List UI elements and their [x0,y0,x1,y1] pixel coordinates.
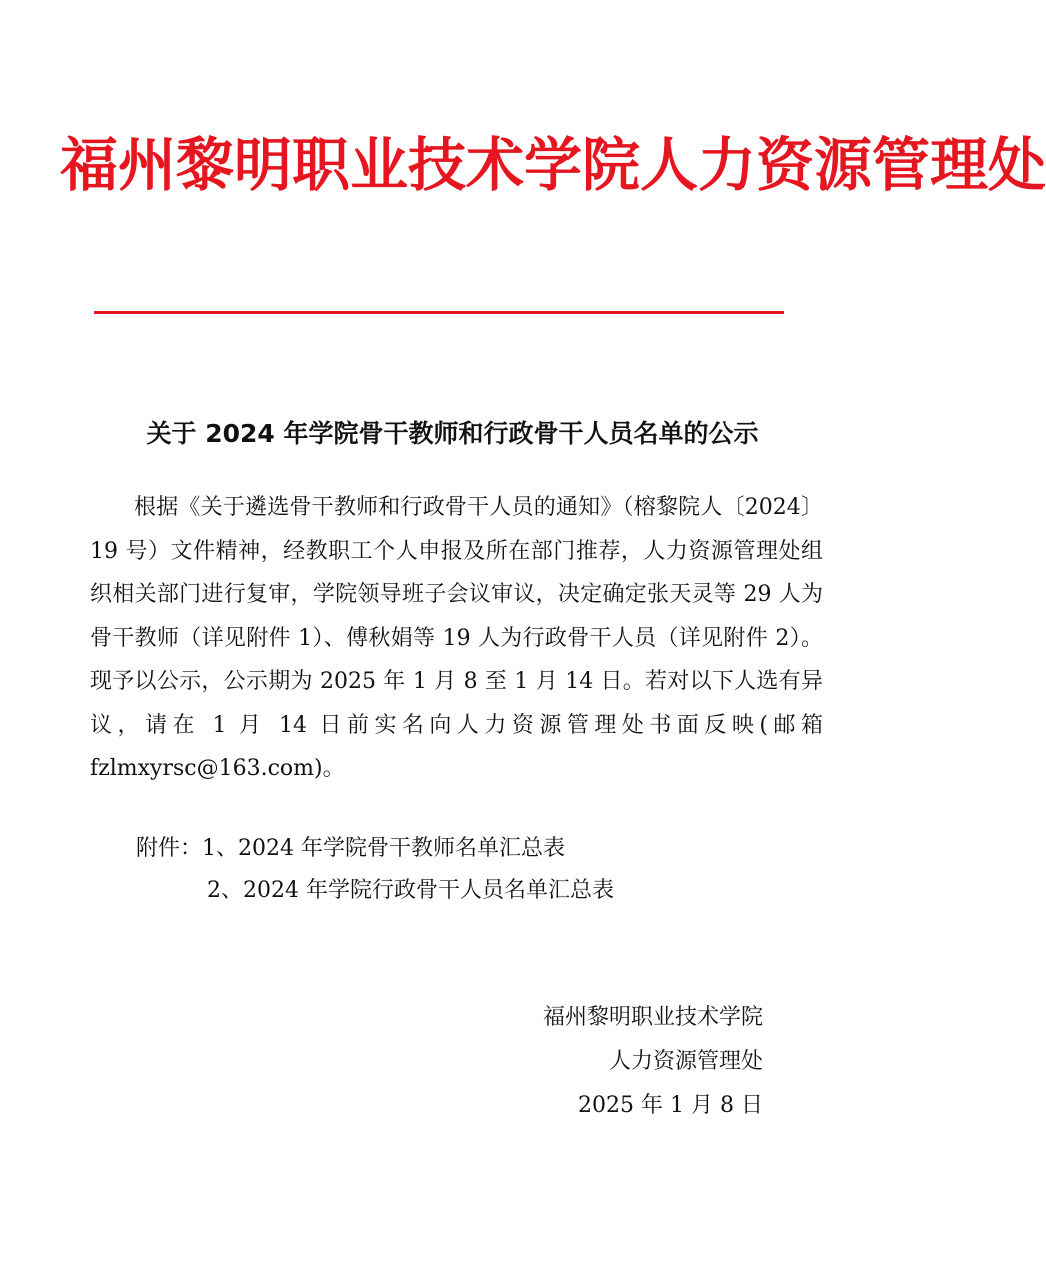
letterhead-title: 福州黎明职业技术学院人力资源管理处 [60,131,1046,199]
signature-block [543,996,763,1128]
attachment-row-2 [136,870,614,912]
letterhead-divider [94,311,784,314]
attachment-row-1 [136,828,614,870]
attachment-item: 1、2024 年学院骨干教师名单汇总表 [202,836,565,861]
document-body: 根据《关于遴选骨干教师和行政骨干人员的通知》（榕黎院人〔2024〕19 号）文件精神，经教职工个人申报及所在部门推荐，人力资源管理处组织相关部门进行复审，学院领导班子会议审议，决定确定张天灵等 29 人为骨干教师（详见附件 1）、傅秋娟等 19 人为行政骨干人员（详见附件 2）。现予以公示，公示期为 2025 年 1 月 8 至 1 月 14 日。若对以下人选有异议，请在 1 月 14 日前实名向人力资源管理处书面反映(邮箱 fzlmxyrsc@163.com)。 [90,495,823,781]
signature-department: 人力资源管理处 [608,1049,763,1074]
attachments-list [136,828,614,912]
attachments-label: 附件： [136,836,203,861]
document-title: 关于 2024 年学院骨干教师和行政骨干人员名单的公示 [146,419,759,448]
signature-institution: 福州黎明职业技术学院 [542,1005,763,1030]
signature-date: 2025 年 1 月 8 日 [578,1093,763,1118]
attachment-item: 2、2024 年学院行政骨干人员名单汇总表 [207,878,614,903]
